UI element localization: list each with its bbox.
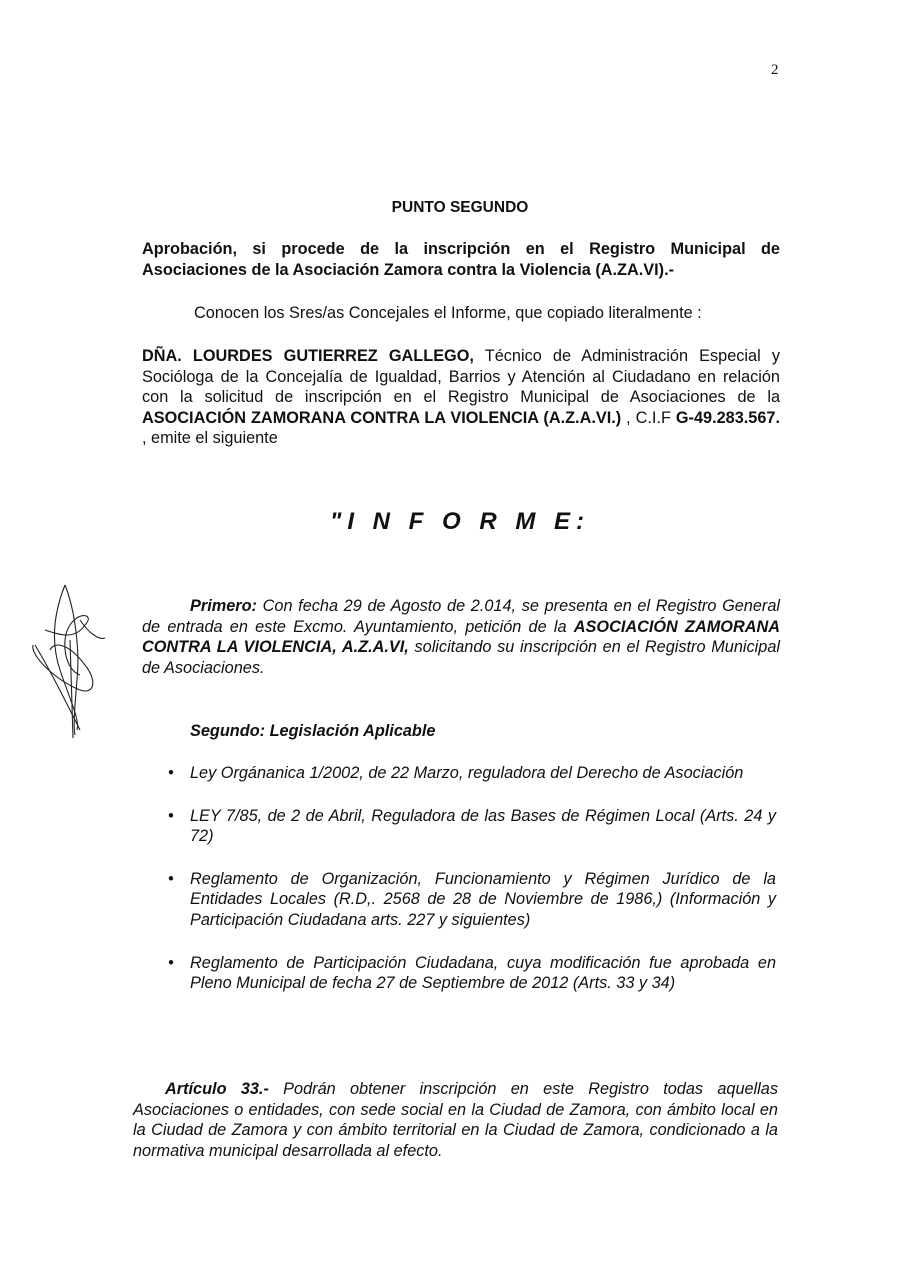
- author-name: DÑA. LOURDES GUTIERREZ GALLEGO,: [142, 347, 474, 365]
- segundo-label: Segundo: Legislación Aplicable: [190, 722, 436, 740]
- articulo-text: Podrán obtener inscripción en este Registro todas aquellas Asociaciones o entidades, con sede social en la Ciudad de Zamora, con ámbito local en la Ciudad de Zamora y con ámbito territorial en la Ciudad de Zamora, condicionado a la normativa municipal desarrollada al efecto.: [133, 1080, 778, 1160]
- cif-value: G-49.283.567.: [675, 408, 780, 427]
- bullet-icon: •: [168, 953, 174, 972]
- informe-title: "I N F O R M E:: [329, 508, 591, 535]
- page-number: 2: [771, 62, 779, 78]
- list-item-text: Reglamento de Participación Ciudadana, cuya modificación fue aprobada en Pleno Municipal de fecha 27 de Septiembre de 2012 (Arts. 33 y 34): [190, 953, 776, 993]
- primero-association: ASOCIACIÓN ZAMORANA CONTRA LA VIOLENCIA, A.Z.A.VI,: [142, 617, 780, 657]
- section-heading: PUNTO SEGUNDO: [391, 199, 529, 216]
- list-item-text: Reglamento de Organización, Funcionamiento y Régimen Jurídico de la Entidades Locales (R.D,. 2568 de 28 de Noviembre de 1986,) (Información y Participación Ciudadana arts. 227 y siguientes): [190, 869, 776, 929]
- list-item: [168, 953, 776, 994]
- list-item-text: LEY 7/85, de 2 de Abril, Reguladora de las Bases de Régimen Local (Arts. 24 y 72): [190, 806, 776, 846]
- author-closing: , emite el siguiente: [142, 429, 278, 448]
- bullet-icon: •: [168, 869, 174, 888]
- bullet-icon: •: [168, 806, 174, 825]
- list-item: [168, 763, 776, 784]
- list-item: [168, 806, 776, 847]
- primero-closing: solicitando su inscripción en el Registro Municipal de Asociaciones.: [142, 638, 780, 677]
- handwritten-signature: [25, 580, 115, 740]
- primero-paragraph: [142, 596, 780, 678]
- articulo-paragraph: [133, 1079, 778, 1161]
- list-item-text: Ley Orgánanica 1/2002, de 22 Marzo, reguladora del Derecho de Asociación: [190, 764, 744, 782]
- author-paragraph: [142, 346, 780, 449]
- subject-heading: Aprobación, si procede de la inscripción en el Registro Municipal de Asociaciones de la Asociación Zamora contra la Violencia (A.ZA.VI).-: [142, 240, 780, 279]
- articulo-label: Artículo 33.-: [165, 1080, 269, 1098]
- bullet-icon: •: [168, 764, 174, 782]
- cif-label: , C.I.F: [621, 408, 676, 427]
- primero-label: Primero:: [190, 597, 257, 615]
- association-name: ASOCIACIÓN ZAMORANA CONTRA LA VIOLENCIA (A.Z.A.VI.): [142, 408, 622, 427]
- author-text: Técnico de Administración Especial y Socióloga de la Concejalía de Igualdad, Barrios y Atención al Ciudadano en relación con la solicitud de inscripción en el Registro Municipal de Asociaciones de la: [142, 347, 780, 407]
- legislation-list: [168, 763, 776, 994]
- intro-text: Conocen los Sres/as Concejales el Informe, que copiado literalmente :: [194, 304, 702, 322]
- list-item: [168, 869, 776, 931]
- primero-text: Con fecha 29 de Agosto de 2.014, se presenta en el Registro General de entrada en este Excmo. Ayuntamiento, petición de la: [142, 597, 780, 636]
